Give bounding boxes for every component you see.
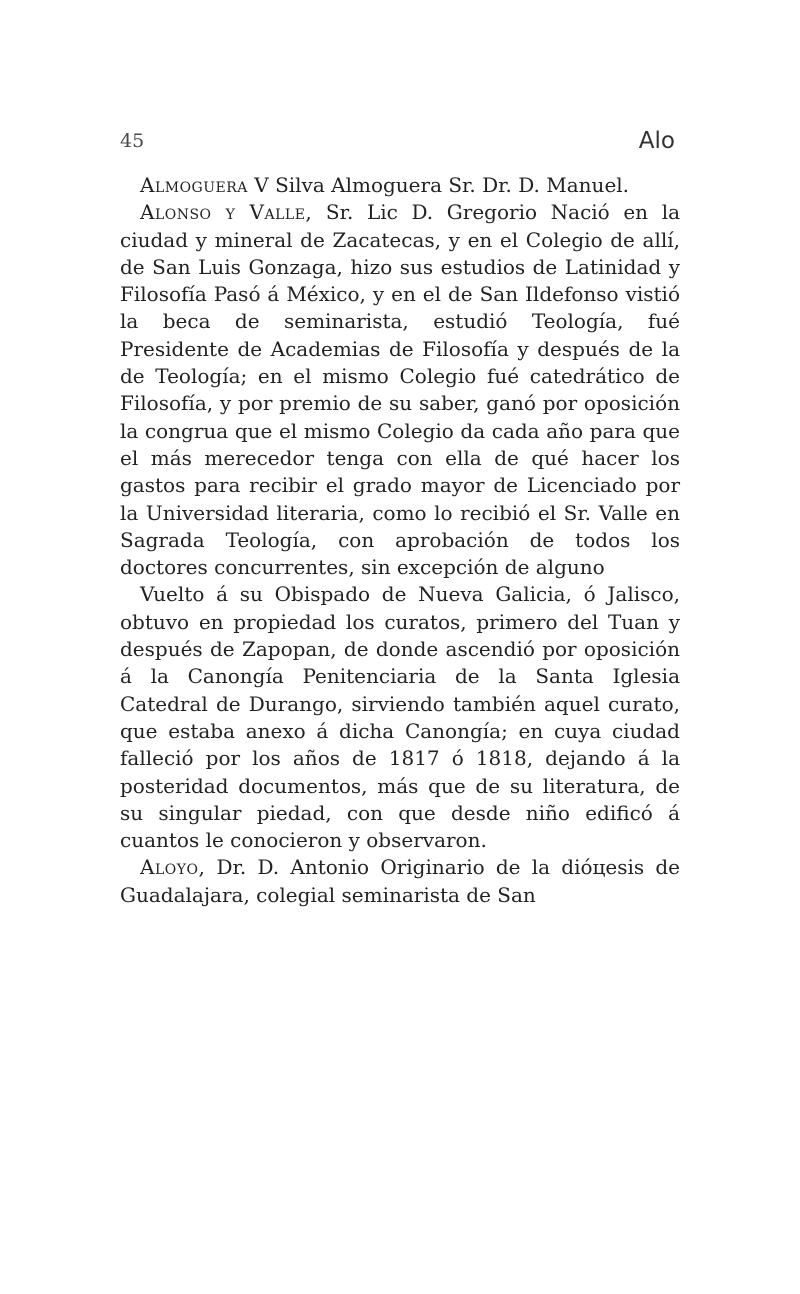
entry-body: Sr. Lic D. Gregorio Nació en la ciudad y mineral de Zacatecas, y en el Colegio de allí, de San Luis Gonzaga, hizo sus estudios de Latinidad y Filosofía Pasó á México, y en el de San Ildefonso vistió la beca de seminarista, estudió Teología, fué Presidente de Academias de Filosofía y después de la de Teología; en el mismo Colegio fué catedrático de Filosofía, y por premio de su saber, ganó por oposición la congrua que el mismo Colegio da cada año para que el más merecedor tenga con ella de qué hacer los gastos para recibir el grado mayor de Licenciado por la Universidad literaria, como lo recibió el Sr. Valle en Sagrada Teología, con aprobación de todos los doctores concurrentes, sin excepción de alguno — [120, 200, 681, 580]
entry-alonso-y-valle — [120, 199, 680, 581]
dictionary-text — [120, 172, 680, 909]
headword: Alonso y Valle, — [140, 200, 313, 225]
guide-word: Alo — [638, 128, 675, 154]
entry-body: Vuelto á su Obispado de Nueva Galicia, ó Jalisco, obtuvo en propiedad los curatos, primero del Tuan y después de Zapopan, de donde ascendió por oposición á la Canongía Penitenciaria de la Santa Iglesia Catedral de Durango, sirviendo también aquel curato, que estaba anexo á dicha Canongía; en cuya ciudad falleció por los años de 1817 ó 1818, dejando á la posteridad documentos, más que de su literatura, de su singular piedad, con que desde niño edificó á cuantos le conocieron y observaron. — [120, 582, 680, 853]
page-number: 45 — [120, 130, 145, 152]
running-head — [120, 128, 675, 158]
headword: Aloyo, — [140, 855, 206, 880]
entry-continuation-paragraph — [120, 581, 680, 854]
entry-almoguera — [120, 172, 680, 199]
headword: Almoguera — [140, 173, 248, 197]
entry-aloyo — [120, 854, 680, 909]
entry-body: V Silva Almoguera Sr. Dr. D. Manuel. — [247, 173, 630, 197]
entry-body: Dr. D. Antonio Originario de la dióцesis de Guadalajara, colegial seminarista de San — [120, 855, 680, 907]
